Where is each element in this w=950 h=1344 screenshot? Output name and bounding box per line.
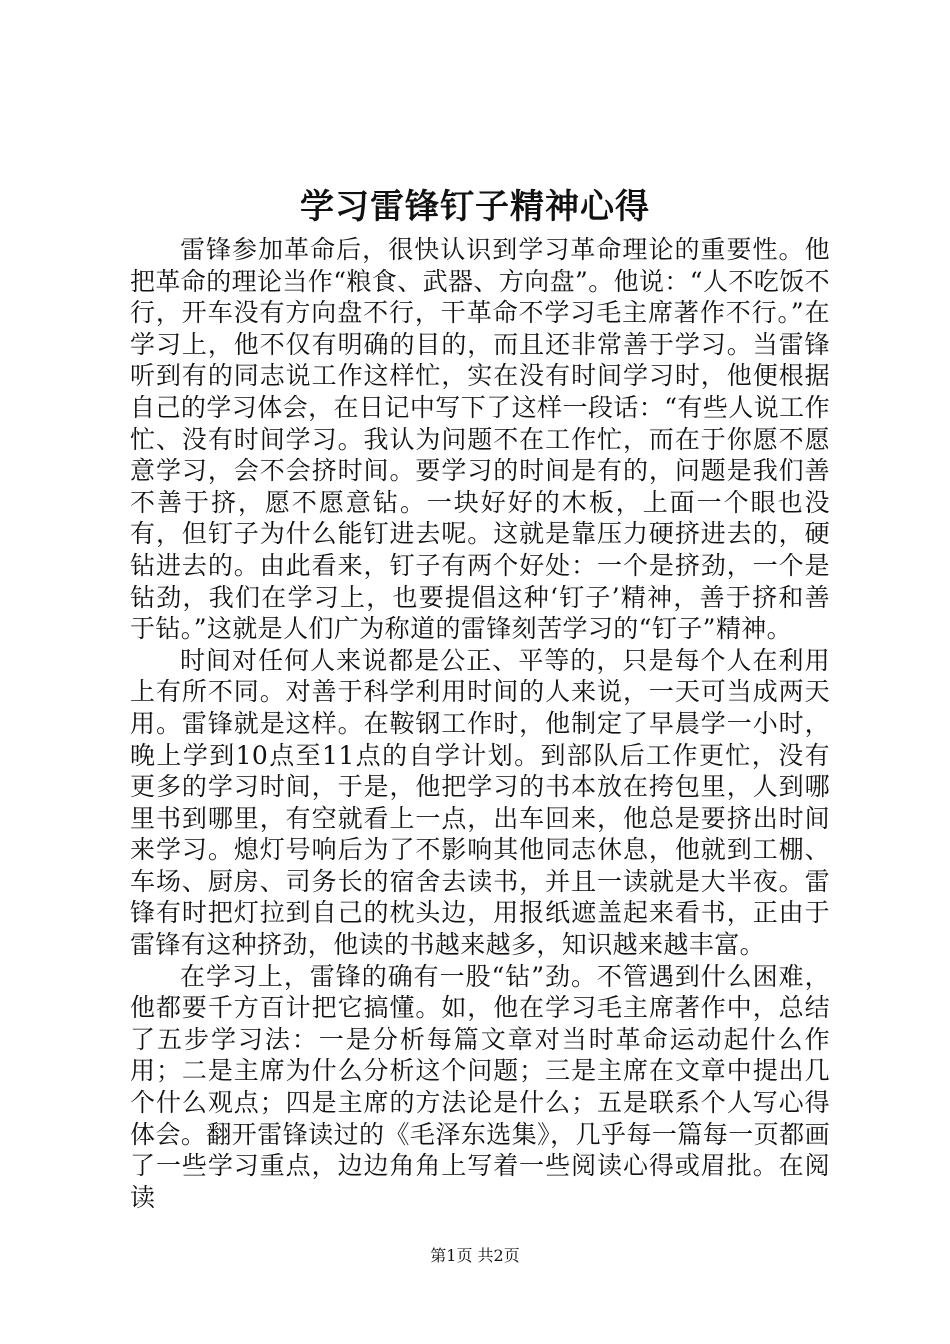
paragraph-3: 在学习上，雷锋的确有一股“钻”劲。不管遇到什么困难，他都要千方百计把它搞懂。如，他在学习毛主席著作中，总结了五步学习法：一是分析每篇文章对当时革命运动起什么作用；二是主席为什么分析这个问题；三是主席在文章中提出几个什么观点；四是主席的方法论是什么；五是联系个人写心得体会。翻开雷锋读过的《毛泽东选集》，几乎每一篇每一页都画了一些学习重点，边边角角上写着一些阅读心得或眉批。在阅读 (130, 961, 830, 1212)
document-body (130, 234, 830, 1213)
paragraph-1: 雷锋参加革命后，很快认识到学习革命理论的重要性。他把革命的理论当作“粮食、武器、方向盘”。他说：“人不吃饭不行，开车没有方向盘不行，干革命不学习毛主席著作不行。”在学习上，他不仅有明确的目的，而且还非常善于学习。当雷锋听到有的同志说工作这样忙，实在没有时间学习时，他便根据自己的学习体会，在日记中写下了这样一段话：“有些人说工作忙、没有时间学习。我认为问题不在工作忙，而在于你愿不愿意学习，会不会挤时间。要学习的时间是有的，问题是我们善不善于挤，愿不愿意钻。一块好好的木板，上面一个眼也没有，但钉子为什么能钉进去呢。这就是靠压力硬挤进去的，硬钻进去的。由此看来，钉子有两个好处：一个是挤劲，一个是钻劲，我们在学习上，也要提倡这种‘钉子’精神，善于挤和善于钻。”这就是人们广为称道的雷锋刻苦学习的“钉子”精神。 (130, 235, 830, 644)
page-title: 学习雷锋钉子精神心得 (300, 187, 650, 227)
page-number-footer: 第1页 共2页 (430, 1246, 520, 1265)
paragraph-2: 时间对任何人来说都是公正、平等的，只是每个人在利用上有所不同。对善于科学利用时间的人来说，一天可当成两天用。雷锋就是这样。在鞍钢工作时，他制定了早晨学一小时，晚上学到10点至11点的自学计划。到部队后工作更忙，没有更多的学习时间，于是，他把学习的书本放在挎包里，人到哪里书到哪里，有空就看上一点，出车回来，他总是要挤出时间来学习。熄灯号响后为了不影响其他同志休息，他就到工棚、车场、厨房、司务长的宿舍去读书，并且一读就是大半夜。雷锋有时把灯拉到自己的枕头边，用报纸遮盖起来看书，正由于雷锋有这种挤劲，他读的书越来越多，知识越来越丰富。 (130, 645, 830, 960)
